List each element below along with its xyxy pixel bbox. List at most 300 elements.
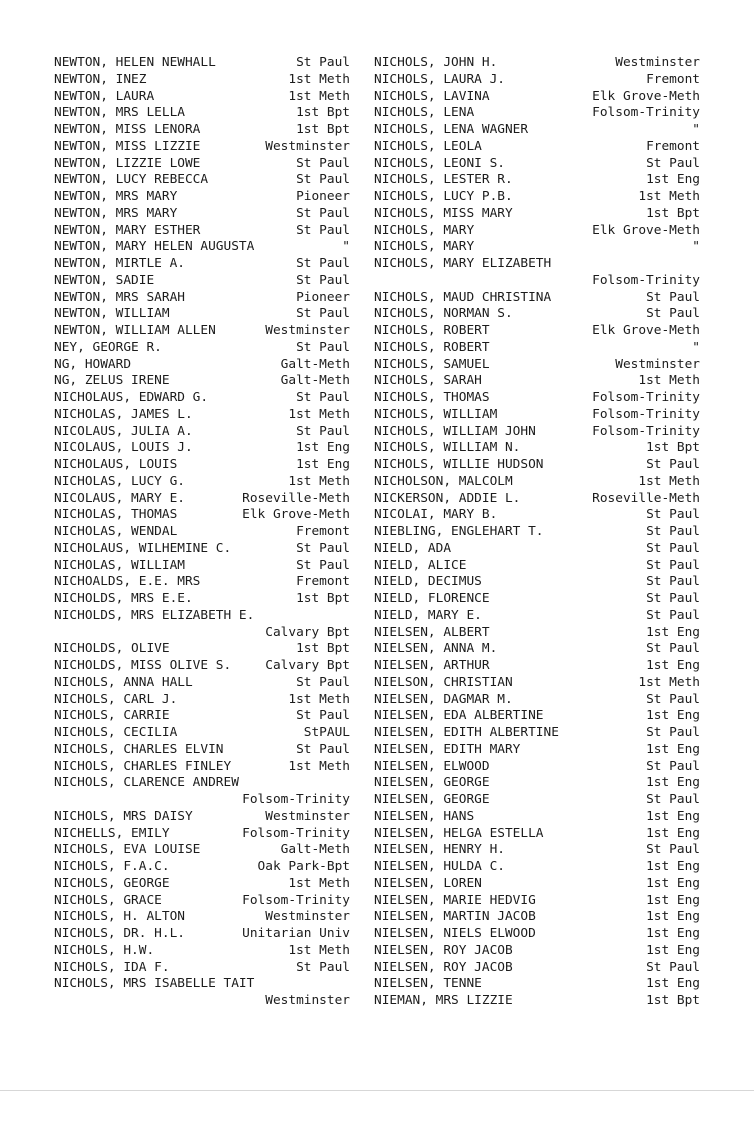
list-item bbox=[54, 558, 350, 575]
church-name: Oak Park-Bpt bbox=[257, 859, 350, 874]
list-item bbox=[374, 558, 700, 575]
church-name: St Paul bbox=[296, 674, 350, 690]
list-item bbox=[54, 306, 350, 323]
list-item bbox=[374, 390, 700, 407]
church-name: 1st Bpt bbox=[296, 122, 350, 137]
list-item bbox=[374, 55, 700, 72]
list-item bbox=[54, 440, 350, 457]
church-name: St Paul bbox=[296, 222, 350, 238]
church-name: 1st Meth bbox=[288, 88, 350, 104]
list-item bbox=[374, 256, 700, 290]
list-item bbox=[374, 290, 700, 307]
member-name: NICHOLS, GRACE bbox=[54, 892, 162, 908]
member-name: NICHOLS, F.A.C. bbox=[54, 859, 170, 874]
member-name: NIELSEN, ROY JACOB bbox=[374, 959, 513, 975]
list-item bbox=[54, 641, 350, 658]
list-item bbox=[374, 172, 700, 189]
member-name: NICHOLS, H. ALTON bbox=[54, 909, 185, 925]
list-item bbox=[374, 457, 700, 474]
member-name: NIELSEN, MARIE HEDVIG bbox=[374, 892, 536, 908]
church-name: Galt-Meth bbox=[280, 842, 350, 858]
list-item bbox=[374, 306, 700, 323]
church-name: St Paul bbox=[646, 457, 700, 472]
member-name: NEWTON, INEZ bbox=[54, 71, 147, 87]
member-name: NEY, GEORGE R. bbox=[54, 339, 162, 355]
church-name: 1st Eng bbox=[646, 942, 700, 958]
list-item bbox=[54, 876, 350, 893]
member-name: NICHOLS, ANNA HALL bbox=[54, 674, 193, 690]
member-name: NEWTON, MISS LIZZIE bbox=[54, 138, 201, 154]
church-name: St Paul bbox=[296, 272, 350, 288]
church-name: 1st Bpt bbox=[646, 993, 700, 1008]
church-name: 1st Eng bbox=[646, 859, 700, 874]
member-name: NICHOLAS, JAMES L. bbox=[54, 406, 193, 422]
church-name: St Paul bbox=[296, 708, 350, 724]
church-name: St Paul bbox=[646, 959, 700, 975]
member-name: NIELSEN, NIELS ELWOOD bbox=[374, 926, 536, 941]
right-column bbox=[374, 55, 700, 1010]
church-name: St Paul bbox=[296, 390, 350, 405]
member-name: NICHOLS, WILLIAM bbox=[374, 406, 498, 422]
list-item bbox=[54, 206, 350, 223]
church-name: Folsom-Trinity bbox=[592, 105, 700, 121]
list-item bbox=[54, 105, 350, 122]
member-name: NEWTON, WILLIAM ALLEN bbox=[54, 323, 216, 338]
member-name: NICHOLS, CHARLES FINLEY bbox=[54, 758, 232, 774]
member-name: NIELSEN, GEORGE bbox=[374, 792, 490, 807]
church-name: 1st Eng bbox=[646, 658, 700, 673]
member-name: NICHOLS, MISS MARY bbox=[374, 205, 513, 221]
church-name: St Paul bbox=[296, 155, 350, 171]
list-item bbox=[374, 574, 700, 591]
list-item bbox=[374, 960, 700, 977]
member-name: NICOLAI, MARY B. bbox=[374, 507, 498, 523]
list-item bbox=[54, 474, 350, 491]
list-item bbox=[54, 826, 350, 843]
list-item bbox=[54, 541, 350, 558]
member-name: NICHOLS, GEORGE bbox=[54, 875, 170, 891]
list-item bbox=[374, 658, 700, 675]
list-item bbox=[374, 742, 700, 759]
member-name: NG, ZELUS IRENE bbox=[54, 373, 170, 389]
list-item bbox=[54, 55, 350, 72]
church-name: St Paul bbox=[646, 507, 700, 523]
list-item bbox=[374, 608, 700, 625]
church-name: 1st Eng bbox=[646, 741, 700, 757]
member-name: NIELSON, CHRISTIAN bbox=[374, 674, 513, 690]
member-name: NICHOLS, CHARLES ELVIN bbox=[54, 741, 224, 757]
member-name: NICHOLS, LENA WAGNER bbox=[374, 122, 529, 137]
church-name: 1st Eng bbox=[646, 825, 700, 841]
member-name: NICHOLDS, OLIVE bbox=[54, 641, 170, 657]
church-name: Fremont bbox=[296, 524, 350, 539]
church-name: Westminster bbox=[615, 356, 700, 372]
member-name: NIELD, ADA bbox=[374, 540, 452, 556]
church-name: Folsom-Trinity bbox=[242, 892, 350, 908]
church-name: 1st Eng bbox=[646, 808, 700, 824]
list-item bbox=[54, 976, 350, 1010]
member-name: NIELSEN, MARTIN JACOB bbox=[374, 909, 536, 925]
church-name: St Paul bbox=[646, 591, 700, 606]
church-name: Elk Grove-Meth bbox=[242, 507, 350, 523]
church-name: Folsom-Trinity bbox=[592, 390, 700, 405]
list-item bbox=[374, 340, 700, 357]
member-name: NIELSEN, HENRY H. bbox=[374, 842, 505, 858]
church-name: Elk Grove-Meth bbox=[592, 88, 700, 104]
list-item bbox=[374, 926, 700, 943]
church-name: Westminster bbox=[265, 323, 350, 338]
church-name: 1st Eng bbox=[646, 909, 700, 925]
member-name: NICHOLS, SARAH bbox=[374, 373, 482, 389]
list-item bbox=[54, 608, 350, 642]
list-item bbox=[54, 708, 350, 725]
church-name: Calvary Bpt bbox=[265, 624, 350, 640]
list-item bbox=[374, 842, 700, 859]
list-item bbox=[374, 189, 700, 206]
church-name: St Paul bbox=[646, 607, 700, 623]
member-name: NEWTON, MRS MARY bbox=[54, 205, 178, 221]
member-name: NICHOLS, ROBERT bbox=[374, 323, 490, 338]
member-name: NICHOLAS, WILLIAM bbox=[54, 557, 185, 573]
member-name: NICHOLS, LEONI S. bbox=[374, 155, 505, 171]
member-name: NICHOLS, H.W. bbox=[54, 942, 155, 958]
member-name: NICHOLS, DR. H.L. bbox=[54, 926, 185, 941]
member-name: NICHOLDS, MRS ELIZABETH E. bbox=[54, 607, 255, 623]
member-name: NICHOLS, CARRIE bbox=[54, 708, 170, 724]
list-item bbox=[54, 122, 350, 139]
list-item bbox=[374, 323, 700, 340]
list-item bbox=[374, 122, 700, 139]
list-item bbox=[374, 876, 700, 893]
member-name: NEWTON, MARY ESTHER bbox=[54, 222, 201, 238]
member-name: NICHOLS, LAVINA bbox=[374, 88, 490, 104]
church-name: StPAUL bbox=[303, 725, 350, 740]
member-name: NICHOALDS, E.E. MRS bbox=[54, 574, 201, 590]
church-name: St Paul bbox=[646, 842, 700, 858]
member-name: NIELSEN, ANNA M. bbox=[374, 641, 498, 657]
church-name: Fremont bbox=[646, 138, 700, 154]
list-item bbox=[374, 993, 700, 1010]
member-name: NIELSEN, EDITH MARY bbox=[374, 741, 521, 757]
list-item bbox=[374, 507, 700, 524]
church-name: " bbox=[692, 122, 700, 137]
member-name: NICHOLS, THOMAS bbox=[374, 390, 490, 405]
member-name: NIELSEN, TENNE bbox=[374, 976, 482, 992]
list-item bbox=[374, 641, 700, 658]
church-name: 1st Eng bbox=[646, 708, 700, 724]
member-name: NEWTON, HELEN NEWHALL bbox=[54, 55, 216, 70]
member-name: NIELD, DECIMUS bbox=[374, 574, 482, 590]
list-item bbox=[374, 223, 700, 240]
church-name: Calvary Bpt bbox=[265, 658, 350, 673]
list-item bbox=[54, 424, 350, 441]
church-name: St Paul bbox=[646, 725, 700, 740]
member-name: NICHOLAS, WENDAL bbox=[54, 524, 178, 539]
church-name: St Paul bbox=[296, 306, 350, 322]
church-name: St Paul bbox=[646, 306, 700, 322]
church-name: Westminster bbox=[265, 138, 350, 154]
member-name: NEWTON, MRS LELLA bbox=[54, 105, 185, 121]
church-name: Galt-Meth bbox=[280, 373, 350, 389]
member-name: NICHOLS, WILLIAM N. bbox=[374, 440, 521, 456]
list-item bbox=[374, 976, 700, 993]
member-name: NEWTON, LIZZIE LOWE bbox=[54, 155, 201, 171]
list-item bbox=[374, 893, 700, 910]
member-name: NICHOLS, LESTER R. bbox=[374, 172, 513, 188]
list-item bbox=[374, 491, 700, 508]
member-name: NEWTON, LAURA bbox=[54, 88, 155, 104]
church-name: Folsom-Trinity bbox=[242, 825, 350, 841]
list-item bbox=[374, 675, 700, 692]
member-name: NICHOLS, LEOLA bbox=[374, 138, 482, 154]
list-item bbox=[54, 491, 350, 508]
list-item bbox=[54, 290, 350, 307]
list-item bbox=[54, 390, 350, 407]
member-name: NICHOLS, CECILIA bbox=[54, 725, 178, 740]
member-name: NICHOLAUS, WILHEMINE C. bbox=[54, 540, 232, 556]
member-name: NEWTON, WILLIAM bbox=[54, 306, 170, 322]
list-item bbox=[54, 357, 350, 374]
list-item bbox=[54, 725, 350, 742]
list-item bbox=[54, 89, 350, 106]
church-name: St Paul bbox=[296, 741, 350, 757]
church-name: Pioneer bbox=[296, 189, 350, 204]
member-name: NICKERSON, ADDIE L. bbox=[374, 490, 521, 506]
church-name: Folsom-Trinity bbox=[592, 406, 700, 422]
member-name: NIELSEN, ROY JACOB bbox=[374, 942, 513, 958]
church-name: " bbox=[342, 239, 350, 255]
list-item bbox=[374, 909, 700, 926]
list-item bbox=[54, 926, 350, 943]
church-name: St Paul bbox=[296, 959, 350, 975]
church-name: Elk Grove-Meth bbox=[592, 222, 700, 238]
church-name: Roseville-Meth bbox=[592, 490, 700, 506]
church-name: Folsom-Trinity bbox=[592, 423, 700, 439]
list-item bbox=[54, 909, 350, 926]
member-name: NICHOLS, CARL J. bbox=[54, 691, 178, 707]
list-item bbox=[374, 792, 700, 809]
church-name: 1st Eng bbox=[646, 926, 700, 941]
church-name: Elk Grove-Meth bbox=[592, 323, 700, 338]
church-name: St Paul bbox=[296, 172, 350, 188]
church-name: Galt-Meth bbox=[280, 356, 350, 372]
church-name: Fremont bbox=[646, 71, 700, 87]
list-item bbox=[374, 373, 700, 390]
list-item bbox=[54, 407, 350, 424]
member-name: NEWTON, MRS SARAH bbox=[54, 289, 185, 305]
church-name: 1st Meth bbox=[288, 473, 350, 489]
list-item bbox=[374, 357, 700, 374]
list-item bbox=[54, 658, 350, 675]
member-name: NICHOLS, MARY ELIZABETH bbox=[374, 256, 552, 271]
church-name: 1st Eng bbox=[646, 775, 700, 791]
bottom-rule bbox=[0, 1090, 754, 1091]
member-name: NIELD, FLORENCE bbox=[374, 591, 490, 606]
list-item bbox=[54, 239, 350, 256]
church-name: 1st Eng bbox=[646, 172, 700, 188]
list-item bbox=[54, 273, 350, 290]
list-item bbox=[54, 742, 350, 759]
church-name: St Paul bbox=[646, 155, 700, 171]
church-name: 1st Meth bbox=[288, 691, 350, 707]
list-item bbox=[374, 72, 700, 89]
church-name: 1st Eng bbox=[296, 457, 350, 472]
church-name: St Paul bbox=[646, 289, 700, 305]
church-name: 1st Eng bbox=[646, 624, 700, 640]
list-item bbox=[374, 474, 700, 491]
church-name: 1st Meth bbox=[288, 875, 350, 891]
list-item bbox=[374, 625, 700, 642]
list-item bbox=[54, 842, 350, 859]
list-item bbox=[54, 457, 350, 474]
church-name: St Paul bbox=[646, 557, 700, 573]
list-item bbox=[374, 943, 700, 960]
member-name: NIELSEN, ALBERT bbox=[374, 624, 490, 640]
member-name: NIELSEN, EDA ALBERTINE bbox=[374, 708, 544, 724]
list-item bbox=[374, 541, 700, 558]
church-name: 1st Meth bbox=[288, 406, 350, 422]
member-name: NICHOLS, MARY bbox=[374, 239, 475, 255]
member-name: NICHOLAS, THOMAS bbox=[54, 507, 178, 523]
church-name: 1st Eng bbox=[646, 892, 700, 908]
member-name: NICHOLS, IDA F. bbox=[54, 959, 170, 975]
list-item bbox=[374, 859, 700, 876]
list-item bbox=[374, 407, 700, 424]
church-name: Westminster bbox=[265, 808, 350, 824]
member-name: NIELD, ALICE bbox=[374, 557, 467, 573]
member-name: NIELSEN, HANS bbox=[374, 808, 475, 824]
church-name: Westminster bbox=[265, 909, 350, 925]
church-name: 1st Eng bbox=[646, 875, 700, 891]
member-name: NEWTON, LUCY REBECCA bbox=[54, 172, 209, 188]
member-name: NICOLAUS, JULIA A. bbox=[54, 423, 193, 439]
church-name: 1st Eng bbox=[296, 440, 350, 456]
member-name: NIELSEN, EDITH ALBERTINE bbox=[374, 725, 559, 740]
member-name: NEWTON, SADIE bbox=[54, 272, 155, 288]
list-item bbox=[54, 223, 350, 240]
list-item bbox=[54, 591, 350, 608]
list-item bbox=[374, 759, 700, 776]
church-name: St Paul bbox=[646, 540, 700, 556]
list-item bbox=[374, 139, 700, 156]
church-name: Fremont bbox=[296, 574, 350, 590]
member-name: NIELSEN, GEORGE bbox=[374, 775, 490, 791]
church-name: St Paul bbox=[646, 524, 700, 539]
church-name: 1st Meth bbox=[288, 942, 350, 958]
member-name: NICHOLAUS, EDWARD G. bbox=[54, 390, 209, 405]
list-item bbox=[54, 893, 350, 910]
church-name: 1st Meth bbox=[638, 674, 700, 690]
church-name: St Paul bbox=[296, 55, 350, 70]
church-name: St Paul bbox=[296, 423, 350, 439]
list-item bbox=[54, 574, 350, 591]
church-name: St Paul bbox=[646, 691, 700, 707]
church-name: St Paul bbox=[646, 574, 700, 590]
member-name: NIELSEN, ARTHUR bbox=[374, 658, 490, 673]
church-name: 1st Bpt bbox=[296, 591, 350, 606]
member-name: NICHOLS, MRS ISABELLE TAIT bbox=[54, 976, 255, 992]
member-name: NICHOLS, SAMUEL bbox=[374, 356, 490, 372]
member-name: NIELSEN, LOREN bbox=[374, 875, 482, 891]
list-item bbox=[374, 105, 700, 122]
church-name: Folsom-Trinity bbox=[242, 792, 350, 807]
list-item bbox=[54, 139, 350, 156]
list-item bbox=[54, 759, 350, 776]
church-name: 1st Bpt bbox=[646, 205, 700, 221]
member-name: NICHOLS, MRS DAISY bbox=[54, 808, 193, 824]
member-name: NICOLAUS, LOUIS J. bbox=[54, 440, 193, 456]
list-item bbox=[374, 89, 700, 106]
church-name: 1st Meth bbox=[288, 758, 350, 774]
member-name: NEWTON, MISS LENORA bbox=[54, 122, 201, 137]
list-item bbox=[54, 507, 350, 524]
list-item bbox=[374, 775, 700, 792]
member-name: NIELD, MARY E. bbox=[374, 607, 482, 623]
list-item bbox=[54, 675, 350, 692]
member-name: NIELSEN, ELWOOD bbox=[374, 758, 490, 774]
list-item bbox=[374, 440, 700, 457]
church-name: St Paul bbox=[296, 205, 350, 221]
church-name: St Paul bbox=[296, 557, 350, 573]
church-name: St Paul bbox=[646, 641, 700, 657]
member-name: NEWTON, MRS MARY bbox=[54, 189, 178, 204]
list-item bbox=[374, 206, 700, 223]
member-name: NICHOLS, NORMAN S. bbox=[374, 306, 513, 322]
list-item bbox=[54, 340, 350, 357]
member-name: NICHOLS, LAURA J. bbox=[374, 71, 505, 87]
church-name: " bbox=[692, 239, 700, 255]
list-item bbox=[54, 859, 350, 876]
member-name: NICHOLDS, MRS E.E. bbox=[54, 591, 193, 606]
member-name: NIEBLING, ENGLEHART T. bbox=[374, 524, 544, 539]
list-item bbox=[374, 156, 700, 173]
church-name: 1st Bpt bbox=[296, 641, 350, 657]
list-item bbox=[54, 323, 350, 340]
list-item bbox=[374, 239, 700, 256]
member-name: NICHOLS, WILLIAM JOHN bbox=[374, 423, 536, 439]
church-name: 1st Meth bbox=[638, 189, 700, 204]
list-item bbox=[54, 156, 350, 173]
list-item bbox=[54, 775, 350, 809]
member-name: NIEMAN, MRS LIZZIE bbox=[374, 993, 513, 1008]
list-item bbox=[54, 172, 350, 189]
list-item bbox=[54, 524, 350, 541]
member-name: NICHOLS, EVA LOUISE bbox=[54, 842, 201, 858]
list-item bbox=[54, 72, 350, 89]
member-name: NICOLAUS, MARY E. bbox=[54, 490, 185, 506]
member-name: NICHOLS, ROBERT bbox=[374, 339, 490, 355]
church-name: St Paul bbox=[296, 540, 350, 556]
left-column bbox=[54, 55, 350, 1010]
list-item bbox=[54, 692, 350, 709]
church-name: 1st Meth bbox=[638, 373, 700, 389]
list-item bbox=[54, 256, 350, 273]
member-name: NICHOLAS, LUCY G. bbox=[54, 473, 185, 489]
member-name: NEWTON, MIRTLE A. bbox=[54, 256, 185, 271]
list-item bbox=[374, 524, 700, 541]
church-name: Westminster bbox=[615, 55, 700, 70]
member-name: NEWTON, MARY HELEN AUGUSTA bbox=[54, 239, 255, 255]
member-name: NICHOLSON, MALCOLM bbox=[374, 473, 513, 489]
list-item bbox=[54, 943, 350, 960]
list-item bbox=[374, 591, 700, 608]
member-name: NG, HOWARD bbox=[54, 356, 132, 372]
church-name: 1st Bpt bbox=[646, 440, 700, 456]
list-item bbox=[374, 692, 700, 709]
list-item bbox=[54, 189, 350, 206]
member-name: NICHOLS, CLARENCE ANDREW bbox=[54, 775, 239, 791]
member-name: NICHOLS, WILLIE HUDSON bbox=[374, 457, 544, 472]
